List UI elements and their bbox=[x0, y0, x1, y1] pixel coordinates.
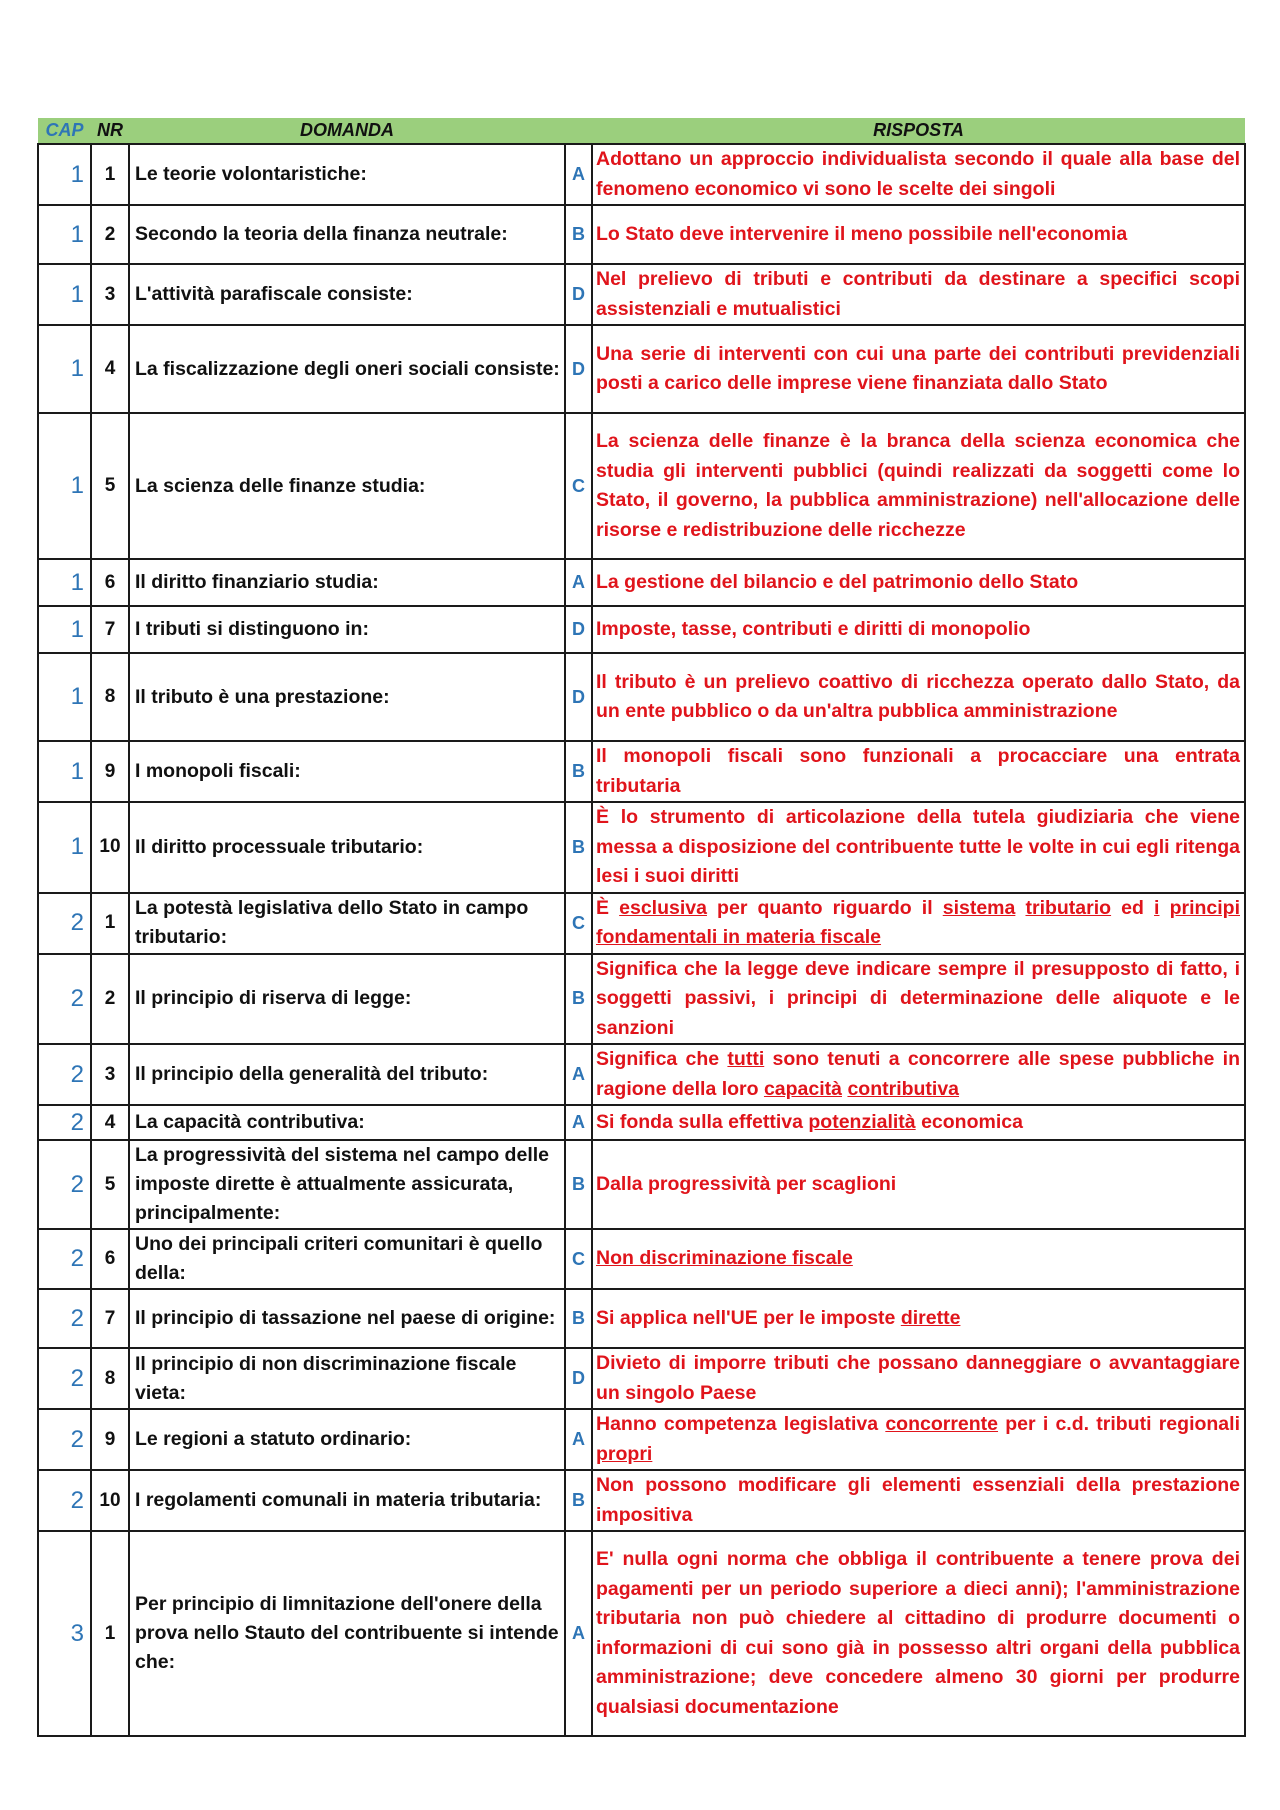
cap-cell: 2 bbox=[38, 1470, 91, 1531]
cap-cell: 1 bbox=[38, 205, 91, 264]
cap-cell: 2 bbox=[38, 1409, 91, 1470]
nr-cell: 1 bbox=[91, 893, 129, 954]
cap-cell: 1 bbox=[38, 264, 91, 325]
table-row bbox=[38, 653, 1245, 741]
table-row bbox=[38, 1044, 1245, 1105]
answer-text: Lo Stato deve intervenire il meno possibile nell'economia bbox=[596, 222, 1128, 245]
answer-underlined-text: propri bbox=[596, 1442, 653, 1465]
nr-cell: 9 bbox=[91, 741, 129, 802]
table-row bbox=[38, 264, 1245, 325]
answer-letter: A bbox=[565, 1531, 592, 1736]
answer-cell bbox=[592, 1140, 1245, 1229]
question-cell: Il principio di tassazione nel paese di origine: bbox=[129, 1289, 565, 1348]
question-cell: La potestà legislativa dello Stato in campo tributario: bbox=[129, 893, 565, 954]
answer-text bbox=[1015, 897, 1025, 919]
nr-cell: 8 bbox=[91, 653, 129, 741]
question-cell: Uno dei principali criteri comunitari è quello della: bbox=[129, 1229, 565, 1289]
question-cell: Il principio della generalità del tributo: bbox=[129, 1044, 565, 1105]
answer-text: Significa che la legge deve indicare sempre il presupposto di fatto, i soggetti passivi, i principi di determinazione delle aliquote e le sanzioni bbox=[596, 957, 1240, 1039]
answer-text: Il tributo è un prelievo coattivo di ricchezza operato dallo Stato, da un ente pubblico o da un'altra pubblica amministrazione bbox=[596, 670, 1240, 722]
question-cell: La progressività del sistema nel campo delle imposte dirette è attualmente assicurata, principalmente: bbox=[129, 1140, 565, 1229]
table-row bbox=[38, 1409, 1245, 1470]
table-row bbox=[38, 893, 1245, 954]
answer-cell bbox=[592, 264, 1245, 325]
question-cell: I tributi si distinguono in: bbox=[129, 606, 565, 653]
answer-text: Adottano un approccio individualista secondo il quale alla base del fenomeno economico vi sono le scelte dei singoli bbox=[596, 148, 1240, 200]
answer-text: Una serie di interventi con cui una parte dei contributi previdenziali posti a carico delle imprese viene finanziata dallo Stato bbox=[596, 342, 1240, 394]
answer-letter: A bbox=[565, 144, 592, 205]
answer-underlined-text: capacità bbox=[763, 1077, 843, 1100]
answer-text: Significa che bbox=[596, 1048, 728, 1070]
header-spacer bbox=[565, 118, 592, 144]
answer-cell bbox=[592, 1348, 1245, 1409]
answer-text: economica bbox=[915, 1110, 1023, 1133]
answer-letter: D bbox=[565, 1348, 592, 1409]
answer-underlined-text: esclusiva bbox=[619, 896, 707, 919]
table-row bbox=[38, 606, 1245, 653]
cap-cell: 2 bbox=[38, 1140, 91, 1229]
cap-cell: 2 bbox=[38, 1229, 91, 1289]
answer-cell bbox=[592, 413, 1245, 559]
answer-underlined-text: Non discriminazione fiscale bbox=[596, 1247, 853, 1270]
answer-cell bbox=[592, 606, 1245, 653]
question-cell: Il diritto finanziario studia: bbox=[129, 559, 565, 606]
nr-cell: 10 bbox=[91, 802, 129, 893]
answer-letter: B bbox=[565, 741, 592, 802]
answer-text: ed bbox=[1111, 896, 1155, 919]
nr-cell: 6 bbox=[91, 559, 129, 606]
nr-cell: 10 bbox=[91, 1470, 129, 1531]
answer-text: Si fonda sulla effettiva bbox=[596, 1110, 809, 1133]
answer-letter: A bbox=[565, 559, 592, 606]
answer-text: Si applica nell'UE per le imposte bbox=[596, 1306, 901, 1329]
cap-cell: 1 bbox=[38, 413, 91, 559]
answer-underlined-text: contributiva bbox=[847, 1077, 960, 1100]
answer-cell bbox=[592, 893, 1245, 954]
answer-cell bbox=[592, 802, 1245, 893]
answer-letter: D bbox=[565, 606, 592, 653]
answer-text: Dalla progressività per scaglioni bbox=[596, 1172, 897, 1195]
nr-cell: 2 bbox=[91, 954, 129, 1045]
nr-cell: 4 bbox=[91, 1105, 129, 1140]
cap-cell: 2 bbox=[38, 1105, 91, 1140]
answer-cell bbox=[592, 144, 1245, 205]
answer-cell bbox=[592, 1229, 1245, 1289]
answer-letter: A bbox=[565, 1409, 592, 1470]
answer-letter: B bbox=[565, 954, 592, 1045]
table-row bbox=[38, 205, 1245, 264]
answer-text: sono tenuti a concorrere alle spese pubbliche in ragione della loro bbox=[596, 1048, 1241, 1100]
question-cell: I monopoli fiscali: bbox=[129, 741, 565, 802]
quiz-sheet bbox=[37, 118, 1244, 1737]
table-row bbox=[38, 559, 1245, 606]
answer-letter: D bbox=[565, 325, 592, 413]
table-header bbox=[38, 118, 1245, 144]
answer-letter: C bbox=[565, 1229, 592, 1289]
answer-text: per quanto riguardo il bbox=[706, 896, 943, 919]
question-cell: Il tributo è una prestazione: bbox=[129, 653, 565, 741]
answer-cell bbox=[592, 954, 1245, 1045]
question-cell: La scienza delle finanze studia: bbox=[129, 413, 565, 559]
question-cell: Il principio di riserva di legge: bbox=[129, 954, 565, 1045]
answer-text bbox=[1159, 897, 1169, 919]
cap-cell: 1 bbox=[38, 559, 91, 606]
table-row bbox=[38, 1531, 1245, 1736]
cap-cell: 1 bbox=[38, 802, 91, 893]
answer-letter: B bbox=[565, 802, 592, 893]
answer-text: È lo strumento di articolazione della tutela giudiziaria che viene messa a disposizione del contribuente tutte le volte in cui egli ritenga lesi i suoi diritti bbox=[596, 806, 1240, 887]
cap-cell: 1 bbox=[38, 144, 91, 205]
cap-cell: 1 bbox=[38, 653, 91, 741]
cap-cell: 1 bbox=[38, 741, 91, 802]
answer-cell bbox=[592, 1289, 1245, 1348]
answer-cell bbox=[592, 1470, 1245, 1531]
nr-cell: 8 bbox=[91, 1348, 129, 1409]
answer-underlined-text: tributario bbox=[1025, 896, 1112, 919]
cap-cell: 1 bbox=[38, 606, 91, 653]
answer-cell bbox=[592, 1105, 1245, 1140]
header-cap: CAP bbox=[38, 118, 91, 144]
answer-text: Hanno competenza legislativa bbox=[596, 1413, 886, 1435]
answer-underlined-text: i bbox=[1154, 896, 1160, 919]
table-row bbox=[38, 1229, 1245, 1289]
table-row bbox=[38, 1348, 1245, 1409]
answer-text: La gestione del bilancio e del patrimonio dello Stato bbox=[596, 570, 1079, 593]
answer-cell bbox=[592, 1044, 1245, 1105]
cap-cell: 2 bbox=[38, 893, 91, 954]
answer-cell bbox=[592, 653, 1245, 741]
nr-cell: 7 bbox=[91, 1289, 129, 1348]
header-risposta: RISPOSTA bbox=[592, 118, 1245, 144]
nr-cell: 4 bbox=[91, 325, 129, 413]
nr-cell: 9 bbox=[91, 1409, 129, 1470]
cap-cell: 2 bbox=[38, 1348, 91, 1409]
question-cell: Il diritto processuale tributario: bbox=[129, 802, 565, 893]
answer-underlined-text: sistema bbox=[942, 896, 1016, 919]
cap-cell: 2 bbox=[38, 1289, 91, 1348]
cap-cell: 2 bbox=[38, 1044, 91, 1105]
question-cell: Per principio di limnitazione dell'onere della prova nello Stauto del contribuente si intende che: bbox=[129, 1531, 565, 1736]
nr-cell: 5 bbox=[91, 1140, 129, 1229]
answer-text: È bbox=[596, 896, 620, 919]
answer-cell bbox=[592, 1531, 1245, 1736]
answer-cell bbox=[592, 559, 1245, 606]
answer-letter: A bbox=[565, 1044, 592, 1105]
table-row bbox=[38, 1470, 1245, 1531]
answer-letter: D bbox=[565, 653, 592, 741]
nr-cell: 3 bbox=[91, 1044, 129, 1105]
cap-cell: 3 bbox=[38, 1531, 91, 1736]
answer-underlined-text: potenzialità bbox=[808, 1110, 916, 1133]
cap-cell: 2 bbox=[38, 954, 91, 1045]
answer-cell bbox=[592, 205, 1245, 264]
table-row bbox=[38, 741, 1245, 802]
table-body bbox=[38, 144, 1245, 1736]
answer-letter: C bbox=[565, 413, 592, 559]
answer-letter: B bbox=[565, 1140, 592, 1229]
question-cell: Le teorie volontaristiche: bbox=[129, 144, 565, 205]
nr-cell: 2 bbox=[91, 205, 129, 264]
nr-cell: 1 bbox=[91, 1531, 129, 1736]
question-cell: Secondo la teoria della finanza neutrale: bbox=[129, 205, 565, 264]
answer-letter: C bbox=[565, 893, 592, 954]
quiz-table bbox=[37, 118, 1246, 1737]
nr-cell: 1 bbox=[91, 144, 129, 205]
cap-cell: 1 bbox=[38, 325, 91, 413]
question-cell: I regolamenti comunali in materia tributaria: bbox=[129, 1470, 565, 1531]
answer-underlined-text: tutti bbox=[727, 1048, 765, 1070]
table-row bbox=[38, 1140, 1245, 1229]
table-row bbox=[38, 1105, 1245, 1140]
answer-text: E' nulla ogni norma che obbliga il contribuente a tenere prova dei pagamenti per un periodo superiore a dieci anni); l'amministrazione tributaria non può chiedere al cittadino di produrre documenti o informazioni di cui sono già in possesso altri organi della pubblica amministrazione; deve concedere almeno 30 giorni per produrre qualsiasi documentazione bbox=[596, 1548, 1240, 1718]
answer-underlined-text: principi fondamentali in materia fiscale bbox=[596, 896, 1240, 948]
header-domanda: DOMANDA bbox=[129, 118, 565, 144]
question-cell: L'attività parafiscale consiste: bbox=[129, 264, 565, 325]
answer-cell bbox=[592, 1409, 1245, 1470]
answer-letter: A bbox=[565, 1105, 592, 1140]
question-cell: La capacità contributiva: bbox=[129, 1105, 565, 1140]
answer-text: Il monopoli fiscali sono funzionali a procacciare una entrata tributaria bbox=[596, 745, 1240, 797]
header-nr: NR bbox=[91, 118, 129, 144]
answer-letter: B bbox=[565, 1470, 592, 1531]
answer-text: Divieto di imporre tributi che possano danneggiare o avvantaggiare un singolo Paese bbox=[596, 1352, 1240, 1404]
answer-cell bbox=[592, 741, 1245, 802]
table-row bbox=[38, 325, 1245, 413]
nr-cell: 3 bbox=[91, 264, 129, 325]
answer-cell bbox=[592, 325, 1245, 413]
answer-letter: D bbox=[565, 264, 592, 325]
question-cell: Il principio di non discriminazione fiscale vieta: bbox=[129, 1348, 565, 1409]
table-row bbox=[38, 413, 1245, 559]
nr-cell: 6 bbox=[91, 1229, 129, 1289]
answer-underlined-text: dirette bbox=[900, 1306, 961, 1329]
answer-letter: B bbox=[565, 1289, 592, 1348]
answer-text: La scienza delle finanze è la branca della scienza economica che studia gli interventi pubblici (quindi realizzati da soggetti come lo Stato, il governo, la pubblica amministrazione) nell'allocazione delle risorse e redistribuzione delle ricchezze bbox=[596, 430, 1240, 541]
table-row bbox=[38, 1289, 1245, 1348]
table-row bbox=[38, 954, 1245, 1045]
question-cell: La fiscalizzazione degli oneri sociali consiste: bbox=[129, 325, 565, 413]
answer-underlined-text: concorrente bbox=[885, 1413, 999, 1435]
nr-cell: 7 bbox=[91, 606, 129, 653]
answer-text: Imposte, tasse, contributi e diritti di monopolio bbox=[596, 617, 1031, 640]
question-cell: Le regioni a statuto ordinario: bbox=[129, 1409, 565, 1470]
answer-text: Non possono modificare gli elementi essenziali della prestazione impositiva bbox=[596, 1474, 1240, 1526]
table-row bbox=[38, 144, 1245, 205]
answer-letter: B bbox=[565, 205, 592, 264]
answer-text: Nel prelievo di tributi e contributi da destinare a specifici scopi assistenziali e mutualistici bbox=[596, 268, 1240, 320]
table-row bbox=[38, 802, 1245, 893]
answer-text: per i c.d. tributi regionali bbox=[998, 1413, 1240, 1435]
nr-cell: 5 bbox=[91, 413, 129, 559]
